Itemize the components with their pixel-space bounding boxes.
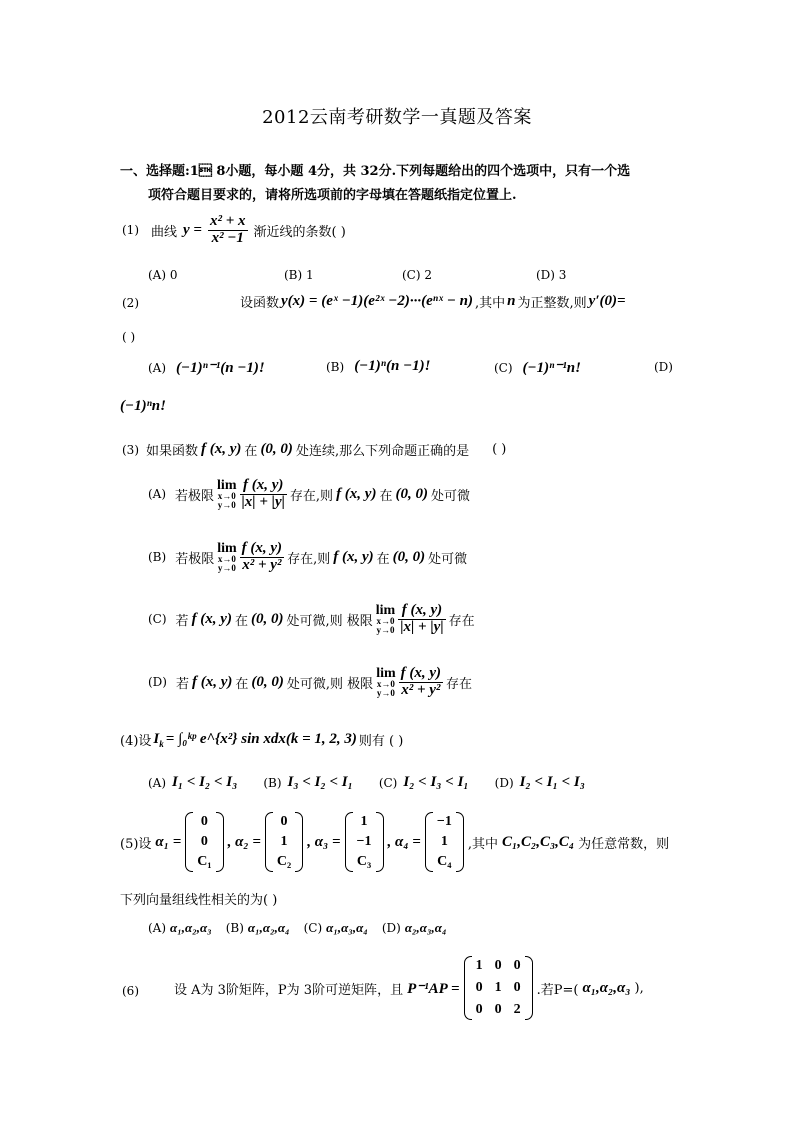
bracket-left [345, 812, 353, 872]
limit-sub: y→0 [217, 562, 236, 573]
math-function: f (x, y) [336, 485, 377, 502]
question-5 [120, 812, 669, 872]
question-3 [122, 440, 506, 459]
matrix-cell: 1 [280, 834, 288, 849]
option-text: 在 [234, 613, 248, 629]
limit-sub: x→0 [217, 491, 236, 502]
question-text: 渐近线的条数( ) [253, 224, 346, 240]
matrix-cell: 0 [280, 814, 288, 829]
fraction [208, 214, 248, 247]
vector-label: , α₂ = [227, 833, 261, 850]
fraction-numerator: x² + x [209, 213, 246, 229]
option-c [304, 920, 368, 936]
option-value: (−1)ⁿ(n −1)! [354, 358, 431, 374]
option-label: (C) [148, 612, 167, 627]
vector-alpha-3 [345, 812, 384, 872]
option-label: (A) [148, 775, 167, 790]
matrix-cell: 2 [513, 1002, 521, 1017]
matrix-cell: 0 [200, 814, 208, 829]
math-function: f (x, y) [191, 610, 232, 627]
vector-alpha-1 [185, 812, 223, 872]
option-b: (B) 1 [284, 268, 314, 282]
option-text: 处可微 [430, 488, 470, 504]
vector-label: α₁ = [155, 833, 182, 850]
math-lhs: y = [183, 221, 202, 238]
option-text: 存在 [448, 613, 475, 629]
option-label: (D) [494, 775, 514, 790]
option-c [148, 603, 475, 636]
matrix-cell: 1 [360, 814, 368, 829]
math-point: (0, 0) [260, 441, 293, 457]
option-a [148, 920, 212, 936]
option-text: 若极限 [175, 551, 215, 567]
limit-sub: x→0 [217, 554, 236, 565]
matrix-cell: 0 [513, 958, 521, 973]
option-text: 在 [379, 488, 393, 504]
matrix-cell: C₃ [356, 854, 372, 869]
question-text: ), [634, 980, 644, 996]
question-text: 设 A为 3阶矩阵，P为 3阶可逆矩阵，且 [174, 982, 404, 998]
option-label: (B) [263, 775, 282, 790]
option-value: I₃ < I₂ < I₁ [287, 774, 353, 790]
option-label: (D) [381, 921, 401, 935]
option-b [263, 774, 352, 791]
question-1 [122, 214, 346, 247]
matrix-cell: C₄ [437, 854, 452, 869]
matrix-cell: C₂ [276, 854, 292, 869]
question-text: 为任意常数，则 [578, 836, 670, 852]
matrix-cell: 0 [513, 980, 521, 995]
fraction-numerator: f (x, y) [400, 665, 442, 681]
q5-options [148, 920, 447, 936]
math-point: (0, 0) [250, 610, 284, 627]
option-text: 处可微 [428, 551, 468, 567]
matrix-cell: 0 [494, 958, 502, 973]
limit-sub: x→0 [376, 616, 395, 627]
math-point: (0, 0) [251, 673, 284, 690]
question-text: 设函数 [240, 296, 280, 311]
matrix-cell: −1 [356, 834, 372, 849]
option-c: (C) 2 [402, 268, 432, 282]
limit [217, 542, 236, 572]
limit-symbol: lim [376, 666, 396, 682]
limit-symbol: lim [217, 541, 237, 557]
option-value: α₂,α₃,α₄ [404, 920, 447, 935]
option-text: 存在,则 [287, 551, 331, 567]
fraction-denominator: x² −1 [211, 229, 244, 246]
question-number: (3) [122, 442, 139, 457]
limit-symbol: lim [217, 478, 237, 494]
option-b [326, 358, 431, 375]
option-value: α₁,α₂,α₃ [170, 920, 212, 935]
math-point: (0, 0) [395, 485, 428, 502]
limit-symbol: lim [375, 603, 396, 619]
option-d: (D) 3 [536, 268, 567, 282]
answer-paren: ( ) [492, 442, 507, 457]
diagonal-matrix [464, 956, 533, 1020]
fraction-numerator: f (x, y) [398, 603, 445, 620]
option-d [148, 666, 472, 699]
matrix-cell: 1 [440, 834, 448, 849]
fraction-numerator: f (x, y) [241, 540, 283, 556]
question-text: 如果函数 [146, 444, 199, 459]
bracket-left [185, 812, 193, 872]
bracket-right [456, 812, 464, 872]
question-number: (6) [122, 984, 139, 998]
bracket-left [464, 956, 472, 1020]
option-label: (C) [378, 775, 398, 790]
vector-label: , α₃ = [307, 833, 341, 850]
option-text: 存在,则 [289, 488, 334, 504]
option-text: 若 [175, 613, 189, 629]
question-text: 下列向量组线性相关的为( ) [120, 893, 278, 908]
option-value: α₁,α₃,α₄ [326, 920, 368, 935]
math-constants: C₁,C₂,C₃,C₄ [501, 833, 575, 850]
limit-sub: x→0 [376, 679, 395, 690]
vector-label: , α₄ = [387, 833, 421, 850]
option-value: I₂ < I₁ < I₃ [519, 774, 585, 790]
option-text: 处可微,则 极限 [286, 613, 373, 629]
question-text: 则有 ( ) [358, 734, 404, 749]
option-label: (C) [303, 921, 323, 935]
question-number: (2) [122, 296, 139, 310]
matrix-cell: 1 [475, 958, 483, 973]
question-number: (5)设 [120, 836, 152, 852]
option-label: (A) [148, 360, 167, 375]
bracket-left [265, 812, 273, 872]
section-heading-line1: 一、选择题:1 8小题，每小题 4分，共 32分.下列每题给出的四个选项中，只有一个选 [120, 164, 631, 179]
matrix-cell: 0 [475, 980, 483, 995]
question-text: .若P=( [536, 982, 579, 998]
fraction-denominator: x² + y² [242, 556, 282, 573]
limit [376, 604, 395, 634]
math-expression: y′(0)= [588, 293, 626, 309]
option-d-value: (−1)ⁿn! [120, 398, 166, 414]
matrix-cell: 0 [200, 834, 208, 849]
option-a [148, 358, 265, 377]
limit-sub: y→0 [376, 687, 395, 698]
matrix-cell: C₁ [197, 854, 212, 869]
question-text: 为正整数,则 [517, 296, 587, 311]
option-text: 若极限 [175, 488, 215, 504]
fraction [240, 541, 284, 574]
bracket-right [216, 812, 224, 872]
question-text: ,其中 [475, 296, 506, 311]
question-text: 处连续,那么下列命题正确的是 [295, 444, 470, 459]
page-title: 2012云南考研数学一真题及答案 [262, 107, 532, 128]
math-function: f (x, y) [333, 548, 374, 565]
option-label: (D) [148, 675, 167, 690]
matrix-cell: 0 [475, 1002, 483, 1017]
fraction-numerator: f (x, y) [240, 478, 287, 495]
question-text: 曲线 [151, 224, 178, 240]
fraction [240, 478, 287, 511]
answer-paren: ( ) [122, 330, 136, 344]
matrix-cell: 1 [494, 980, 502, 995]
question-6 [174, 956, 644, 1020]
option-value: I₁ < I₂ < I₃ [172, 774, 238, 790]
option-d [382, 920, 447, 936]
q4-options [148, 774, 585, 791]
bracket-right [295, 812, 303, 872]
option-label: (B) [225, 921, 244, 935]
option-text: 若 [175, 676, 189, 692]
fraction-denominator: |x| + |y| [241, 493, 285, 510]
option-label: (A) [148, 487, 167, 502]
option-a [148, 478, 470, 511]
fraction [399, 666, 443, 699]
option-b [226, 920, 290, 936]
math-function: f (x, y) [192, 673, 233, 690]
option-a [148, 774, 237, 791]
math-variable: n [507, 293, 516, 309]
vector-alpha-2 [265, 812, 303, 872]
option-text: 存在 [446, 676, 473, 692]
fraction-denominator: x² + y² [401, 681, 441, 698]
option-text: 在 [235, 676, 249, 692]
option-label: (B) [326, 359, 345, 374]
fraction-denominator: |x| + |y| [400, 618, 444, 635]
math-variable: I [153, 730, 160, 747]
section-heading-line2: 项符合题目要求的，请将所选项前的字母填在答题纸指定位置上. [148, 188, 517, 203]
question-number: (4)设 [120, 734, 152, 749]
bracket-right [525, 956, 533, 1020]
option-value: (−1)ⁿ⁻¹(n −1)! [176, 360, 265, 376]
math-point: (0, 0) [392, 548, 426, 565]
option-label: (C) [494, 360, 513, 375]
question-text: 在 [244, 444, 258, 459]
matrix-cell: −1 [436, 814, 452, 829]
matrix-cell: 0 [494, 1002, 502, 1017]
option-c [494, 358, 581, 377]
question-text: ,其中 [467, 836, 498, 852]
option-text: 在 [376, 551, 390, 567]
option-value: α₁,α₂,α₄ [247, 920, 290, 935]
limit-sub: y→0 [217, 499, 236, 510]
math-integral-lhs [153, 731, 163, 749]
math-expression: = ∫₀ᵏᵖ e^{x²} sin xdx(k = 1, 2, 3) [165, 731, 357, 747]
question-number: (1) [122, 223, 139, 238]
option-text: 处可微,则 极限 [286, 676, 374, 692]
question-2 [240, 292, 626, 311]
option-a: (A) 0 [148, 268, 178, 282]
bracket-left [425, 812, 433, 872]
bracket-right [376, 812, 384, 872]
math-function: f (x, y) [201, 441, 242, 457]
option-label: (B) [148, 550, 167, 565]
option-d-label: (D) [654, 360, 673, 374]
math-expression: y(x) = (eˣ −1)(e²ˣ −2)···(eⁿˣ − n) [281, 293, 474, 309]
vector-alpha-4 [425, 812, 464, 872]
limit [376, 667, 395, 697]
option-value: I₂ < I₃ < I₁ [403, 774, 469, 790]
option-value: (−1)ⁿ⁻¹n! [522, 360, 581, 376]
math-expression: P⁻¹AP = [407, 980, 460, 997]
option-c [379, 774, 469, 791]
option-label: (A) [148, 921, 167, 935]
fraction [398, 603, 445, 636]
option-d [495, 774, 585, 791]
option-b [148, 541, 467, 574]
limit-sub: y→0 [376, 624, 395, 635]
math-vectors: α₁,α₂,α₃ [582, 979, 631, 996]
limit [217, 479, 236, 509]
question-4 [120, 730, 403, 749]
math-subscript: k [159, 738, 164, 749]
